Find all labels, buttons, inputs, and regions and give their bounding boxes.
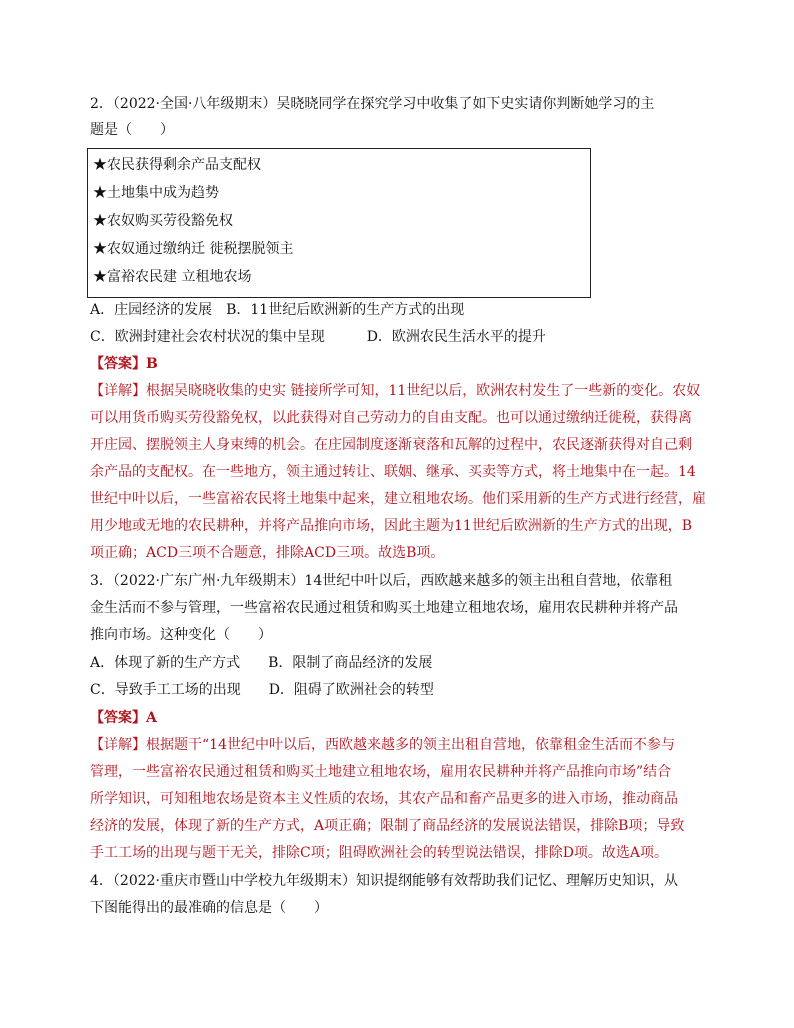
q2-stem-line-1: 2．（2022·全国·八年级期末）吴晓晓同学在探究学习中收集了如下史实请你判断她学习的主 bbox=[90, 96, 655, 112]
q2-fact-item: ★农奴通过缴纳迁 徙税摆脱领主 bbox=[93, 241, 294, 257]
q3-options-cd: C．导致手工工场的出现 D．阻碍了欧洲社会的转型 bbox=[90, 682, 434, 698]
q3-detail-line: 手工工场的出现与题干无关，排除C项；阻碍欧洲社会的转型说法错误，排除D项。故选A项。 bbox=[90, 845, 669, 861]
q3-detail-line: 【详解】根据题干“14世纪中叶以后，西欧越来越多的领主出租自营地，依靠租金生活而不参与 bbox=[90, 737, 675, 753]
q2-facts-box bbox=[87, 148, 591, 298]
q2-answer: 【答案】B bbox=[90, 356, 158, 372]
q4-stem-line: 下图能得出的最准确的信息是（ ） bbox=[90, 900, 328, 916]
q3-detail-line: 经济的发展，体现了新的生产方式，A项正确；限制了商品经济的发展说法错误，排除B项；导致 bbox=[90, 818, 685, 834]
q2-detail-line: 可以用货币购买劳役豁免权，以此获得对自己劳动力的自由支配。也可以通过缴纳迁徙税，获得离 bbox=[90, 410, 692, 426]
q2-detail-line: 开庄园、摆脱领主人身束缚的机会。在庄园制度逐渐衰落和瓦解的过程中，农民逐渐获得对自己剩 bbox=[90, 437, 692, 453]
q2-detail-line: 世纪中叶以后，一些富裕农民将土地集中起来，建立租地农场。他们采用新的生产方式进行经营，雇 bbox=[90, 491, 706, 507]
q4-stem-line: 4．（2022·重庆市暨山中学校九年级期末）知识提纲能够有效帮助我们记忆、理解历史知识，从 bbox=[90, 873, 678, 889]
q2-fact-item: ★农奴购买劳役豁免权 bbox=[93, 213, 233, 229]
q2-options-cd: C．欧洲封建社会农村状况的集中呈现 D．欧洲农民生活水平的提升 bbox=[90, 329, 546, 345]
q3-detail-line: 管理，一些富裕农民通过租赁和购买土地建立租地农场，雇用农民耕种并将产品推向市场”结合 bbox=[90, 764, 672, 780]
q2-detail-line: 用少地或无地的农民耕种，并将产品推向市场，因此主题为11世纪后欧洲新的生产方式的出现，B bbox=[90, 518, 693, 534]
q3-stem-line: 推向市场。这种变化（ ） bbox=[90, 627, 272, 643]
q2-detail-line: 【详解】根据吴晓晓收集的史实 链接所学可知，11世纪以后，欧洲农村发生了一些新的变化。农奴 bbox=[90, 383, 701, 399]
q2-options-ab: A．庄园经济的发展 B．11世纪后欧洲新的生产方式的出现 bbox=[90, 302, 465, 318]
q3-answer: 【答案】A bbox=[90, 710, 157, 726]
q3-detail-line: 所学知识，可知租地农场是资本主义性质的农场，其农产品和畜产品更多的进入市场，推动商品 bbox=[90, 791, 678, 807]
q2-stem-line-2: 题是（ ） bbox=[90, 122, 174, 138]
q2-detail-line: 余产品的支配权。在一些地方，领主通过转让、联姻、继承、买卖等方式，将土地集中在一起。14 bbox=[90, 464, 696, 480]
q2-fact-item: ★土地集中成为趋势 bbox=[93, 185, 219, 201]
q2-detail-line: 项正确；ACD三项不合题意，排除ACD三项。故选B项。 bbox=[90, 545, 445, 561]
q2-fact-item: ★农民获得剩余产品支配权 bbox=[93, 157, 261, 173]
q2-fact-item: ★富裕农民建 立租地农场 bbox=[93, 269, 252, 285]
q3-stem-line: 金生活而不参与管理，一些富裕农民通过租赁和购买土地建立租地农场，雇用农民耕种并将产品 bbox=[90, 600, 678, 616]
q3-options-ab: A．体现了新的生产方式 B．限制了商品经济的发展 bbox=[90, 655, 433, 671]
q3-stem-line: 3．（2022·广东广州·九年级期末）14世纪中叶以后，西欧越来越多的领主出租自营地，依靠租 bbox=[90, 573, 673, 589]
